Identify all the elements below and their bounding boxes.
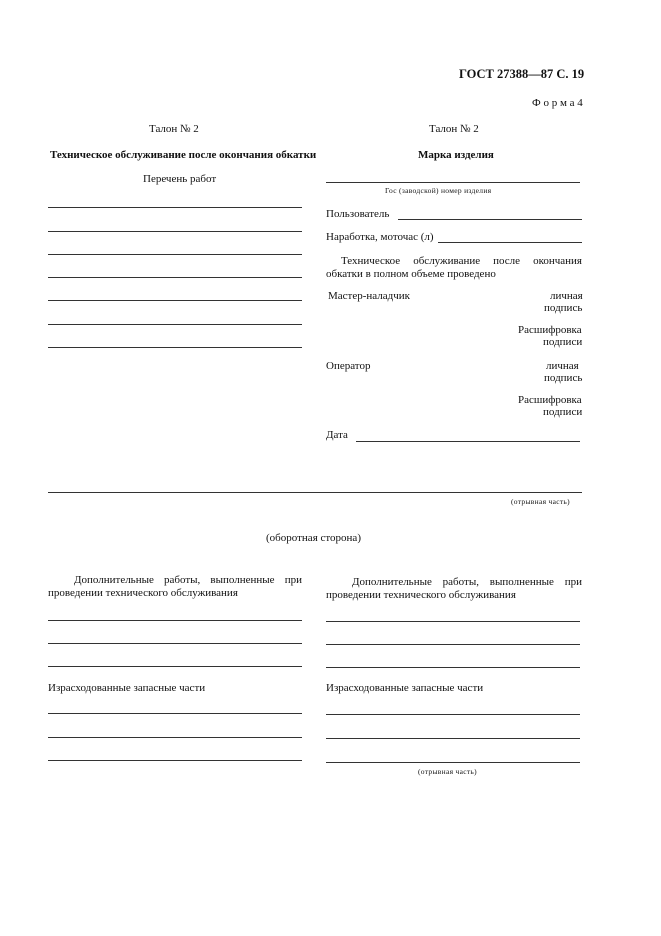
master-label: Мастер-наладчик [328,290,410,302]
user-line [398,219,582,220]
left-coupon-heading: Техническое обслуживание после окончания обкатки [50,149,317,161]
maintenance-statement: Техническое обслуживание после окончания обкатки в полном объеме проведено [326,255,582,280]
work-line [48,300,302,301]
operator-label: Оператор [326,360,371,372]
serial-number-caption: Гос (заводской) номер изделия [385,186,492,195]
work-line [48,207,302,208]
product-brand-heading: Марка изделия [418,149,494,161]
user-label: Пользователь [326,208,390,220]
operator-personal-signature-label: личная [546,360,579,372]
date-label: Дата [326,429,348,441]
left-additional-works-label: Дополнительные работы, выполненные при проведении технического обслуживания [48,574,302,599]
additional-work-line [326,621,580,622]
signature-decoding-sub: подписи [543,336,583,348]
date-line [356,441,580,442]
additional-work-line [48,666,302,667]
spare-parts-line [48,760,302,761]
spare-parts-line [48,713,302,714]
operator-decoding-label: Расшифровка [518,394,582,406]
work-line [48,254,302,255]
right-tear-off-label: (отрывная часть) [418,767,477,776]
form-label: Ф о р м а 4 [532,97,583,109]
work-line [48,347,302,348]
gost-header: ГОСТ 27388—87 С. 19 [459,67,585,81]
operator-signature-label: подпись [544,372,583,384]
right-additional-works-label: Дополнительные работы, выполненные при проведении технического обслуживания [326,576,582,601]
work-line [48,277,302,278]
additional-work-line [48,643,302,644]
work-list-label: Перечень работ [143,173,217,185]
right-coupon-title: Талон № 2 [429,123,479,135]
additional-work-line [326,644,580,645]
tear-off-line [48,492,582,493]
spare-parts-line [326,762,580,763]
signature-decoding-label: Расшифровка [518,324,582,336]
tear-off-label: (отрывная часть) [511,497,570,506]
work-line [48,231,302,232]
left-spare-parts-label: Израсходованные запасные части [48,682,206,694]
operating-hours-line [438,242,582,243]
operator-decoding-sub: подписи [543,406,583,418]
work-line [48,324,302,325]
additional-work-line [326,667,580,668]
operating-hours-label: Наработка, моточас (л) [326,231,434,243]
additional-work-line [48,620,302,621]
right-spare-parts-label: Израсходованные запасные части [326,682,484,694]
left-coupon-title: Талон № 2 [149,123,199,135]
spare-parts-line [326,738,580,739]
personal-signature-label: личная [550,290,583,302]
reverse-side-label: (оборотная сторона) [266,532,361,544]
spare-parts-line [326,714,580,715]
spare-parts-line [48,737,302,738]
serial-number-line [326,182,580,183]
signature-label: подпись [544,302,583,314]
